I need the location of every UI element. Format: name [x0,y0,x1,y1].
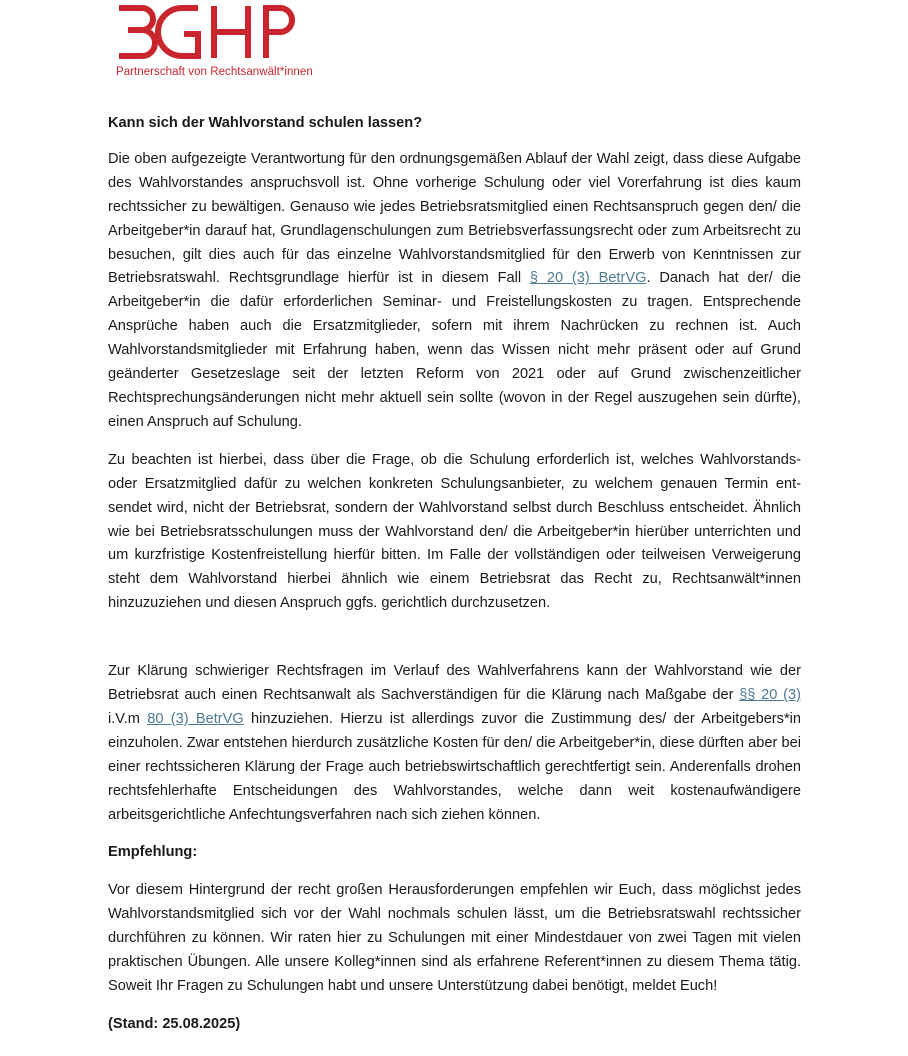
paragraph-text: i.V.m [108,710,148,727]
law-link[interactable]: § 20 (3) BetrVG [529,270,647,287]
date-note: (Stand: 25.08.2025) [108,1015,241,1032]
paragraph: Vor diesem Hintergrund der recht großen Herausforderungen empfehlen wir Euch, dass möglichst jedes Wahlvorstandsmitglied sich vor der Wahl nochmals schulen lässt, um die Betriebsratswahl rechtssicher durchführen zu können. Wir raten hier zu Schulungen mit einer Mindestdauer von zwei Tagen mit vielen praktischen Übungen. Alle unsere Kolleg*innen sind als erfahrene Referent*innen zu diesem Thema tätig. Soweit Ihr Fragen zu Schulungen habt und unsere Unterstützung dabei benötigt, meldet Euch! [108,882,801,994]
law-link[interactable]: 80 (3) BetrVG [147,710,244,727]
law-link[interactable]: §§ 20 (3) [739,687,801,704]
paragraph-text: . Danach hat der/ die Arbeitgeber*in die dafür erforderlichen Seminar- und Freistellungskosten zu tragen. Entsprechende Ansprüche haben auch die Ersatzmitglieder, sofern mit ihrem Nachrücken zu rechnen ist. Auch Wahlvorstandsmitglieder mit Erfahrung haben, wenn das Wissen nicht mehr präsent oder auf Grund geänderter Gesetzeslage seit der letzten Reform von 2021 oder auf Grund zwischenzeitlicher Rechtsprechungsänderungen nicht mehr aktuell sein sollte (wovon in der Regel auszugehen sein dürfte), einen Anspruch auf Schulung. [108,270,802,430]
paragraph-text: Die oben aufgezeigte Verantwortung für den ordnungsgemäßen Ablauf der Wahl zeigt, dass diese Aufgabe des Wahlvorstandes anspruchsvoll ist. Ohne vorherige Schulung oder viel Vorerfahrung ist dies kaum rechtssicher zu bewältigen. Genauso wie jedes Betriebsratsmitglied einen Rechtsanspruch gegen den/ die Arbeitgeber*in darauf hat, Grundlagenschulungen zum Betriebsverfassungsrecht oder zum Arbeitsrecht zu besuchen, gilt dies auch für das einzelne Wahlvorstandsmitglied für den Erwerb von Kenntnissen zur Betriebsratswahl. Rechtsgrundlage hierfür ist in diesem Fall [108,150,801,287]
logo [116,2,316,80]
paragraph [108,660,801,827]
paragraph: Zu beachten ist hierbei, dass über die Frage, ob die Schulung erforderlich ist, welches Wahlvorstands- oder Ersatzmitglied dafür zu welchen konkreten Schulungsanbieter, zu welchem genauen Termin entsendet wird, nicht der Betriebsrat, sondern der Wahlvorstand selbst durch Beschluss entscheidet. Ähnlich wie bei Betriebsratsschulungen muss der Wahlvorstand den/ die Arbeitgeber*in hierüber unterrichten und um kurzfristige Kostenfreistellung hierfür bitten. Im Falle der vollständigen oder teilweisen Verweigerung steht dem Wahlvorstand hierbei ähnlich wie einem Betriebsrat das Recht zu, Rechtsanwält*innen hinzuzuziehen und diesen Anspruch ggfs. gerichtlich durchzusetzen. [108,451,801,612]
paragraph-text: Zur Klärung schwieriger Rechtsfragen im Verlauf des Wahlverfahrens kann der Wahlvorstand wie der Betriebsrat auch einen Rechtsanwalt als Sachverständigen für die Klärung nach Maßgabe der [108,663,801,704]
logo-subtitle: Partnerschaft von Rechtsanwält*innen [116,66,313,78]
paragraph-text: hinzuziehen. Hierzu ist allerdings zuvor die Zustimmung des/ der Arbeitgebers*in einzuholen. Zwar entstehen hierdurch zusätzliche Kosten für den/ die Arbeitgeber*in, diese dürften aber bei einer rechtssicheren Klärung der Frage auch betriebswirtschaftlich gerechtfertigt sein. Anderenfalls drohen rechtsfehlerhafte Entscheidungen des Wahlvorstandes, welche dann weit kostenaufwändigere arbeitsgerichtliche Anfechtungsverfahren nach sich ziehen können. [108,710,802,823]
section-heading: Kann sich der Wahlvorstand schulen lassen? [108,115,423,131]
document-body [108,112,801,1037]
paragraph [108,148,801,435]
bghp-logo-mark [116,2,298,62]
section-heading: Empfehlung: [108,844,198,861]
